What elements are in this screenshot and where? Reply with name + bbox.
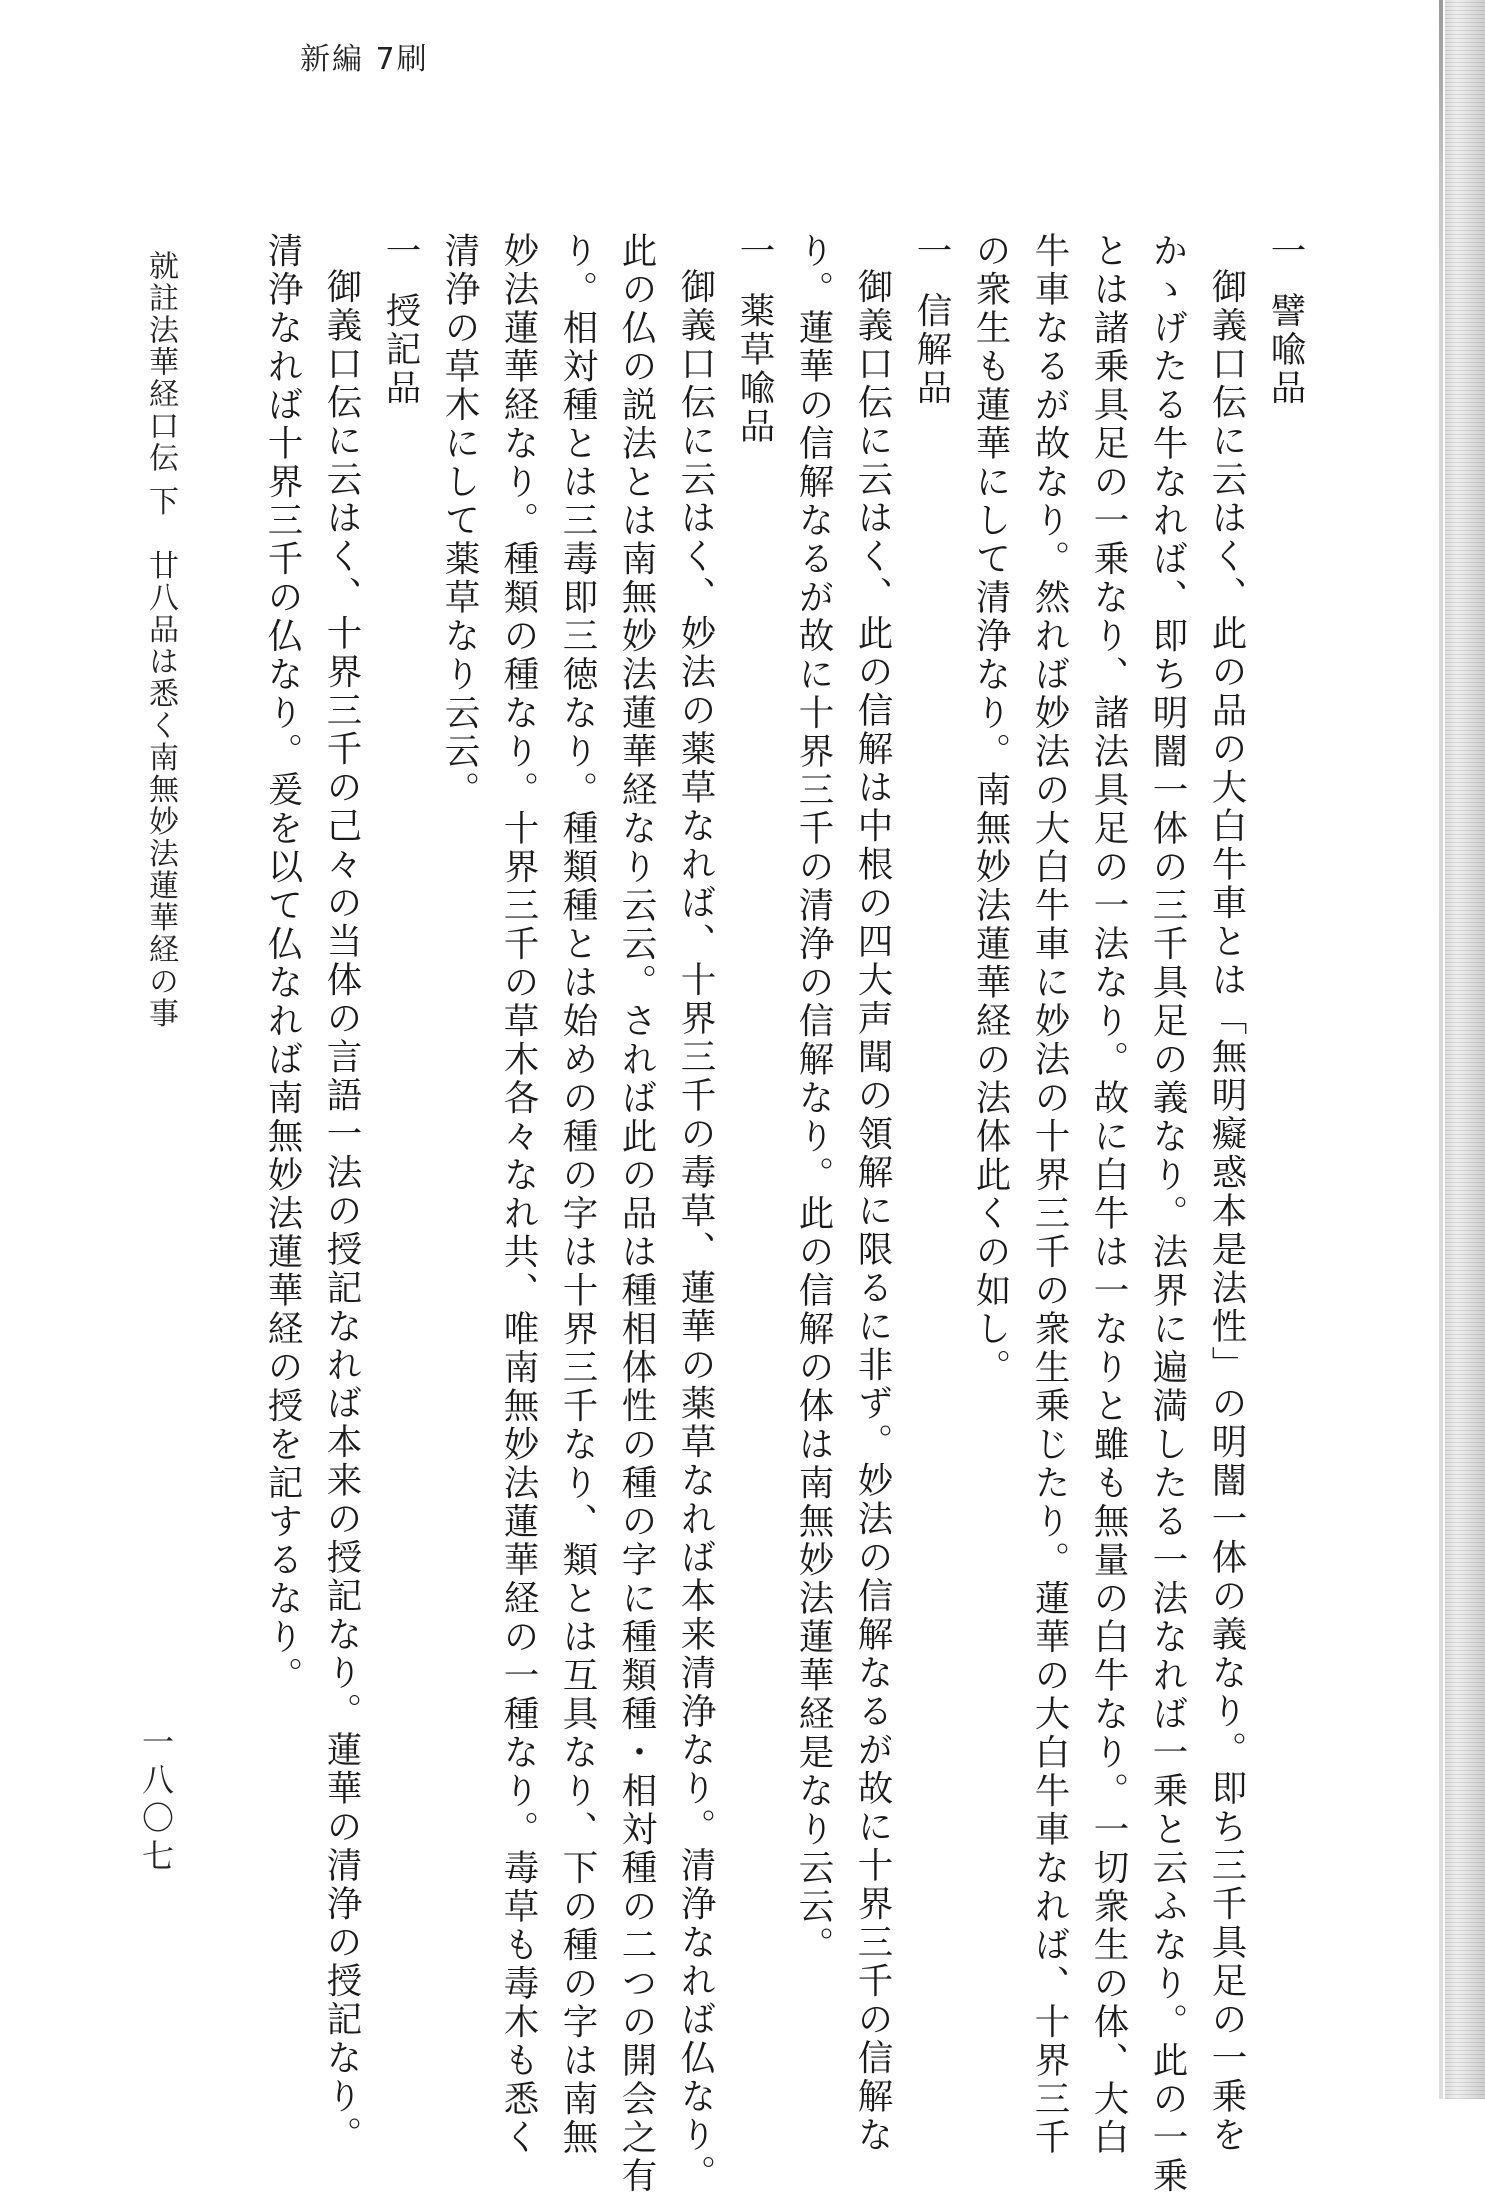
text-line: 御義口伝に云はく、十界三千の己々の当体の言語一法の授記なれば本来の授記なり。蓮華の清浄の授記なり。 [321, 267, 362, 2154]
text-line: 妙法蓮華経なり。種類の種なり。十界三千の草木各々なれ共、唯南無妙法蓮華経の一種なり。毒草も毒木も悉く [498, 232, 539, 2157]
text-line: り。蓮華の信解なるが故に十界三千の清浄の信解なり。此の信解の体は南無妙法蓮華経是なり云云。 [793, 232, 834, 1965]
section-heading: 一譬喩品 [1265, 232, 1306, 408]
text-line: 御義口伝に云はく、此の品の大白牛車とは「無明癡惑本是法性」の明闇一体の義なり。即ち三千具足の一乗を [1206, 267, 1247, 2154]
text-line: 清浄の草木にして薬草なり云云。 [439, 232, 480, 810]
text-line: とは諸乗具足の一乗なり、諸法具足の一法なり。故に白牛は一なりと雖も無量の白牛なり。一切衆生の体、大白 [1088, 232, 1129, 2157]
text-line: 牛車なるが故なり。然れば妙法の大白牛車に妙法の十界三千の衆生乗じたり。蓮華の大白牛車なれば、十界三千 [1029, 232, 1070, 2157]
scan-page-edge [1445, 0, 1485, 2099]
text-line: 御義口伝に云はく、此の信解は中根の四大声聞の領解に限るに非ず。妙法の信解なるが故に十界三千の信解な [852, 267, 893, 2154]
edition-label: 新編 7刷 [300, 42, 429, 77]
text-line: 御義口伝に云はく、妙法の薬草なれば、十界三千の毒草、蓮華の薬草なれば本来清浄なり。清浄なれば仏なり。 [675, 267, 716, 2193]
text-line: 此の仏の説法とは南無妙法蓮華経なり云云。されば此の品は種相体性の種の字に種類種・相対種の二つの開会之有 [616, 232, 657, 2196]
section-heading: 一薬草喩品 [734, 232, 775, 446]
section-heading: 一授記品 [380, 232, 421, 408]
running-head: 就註法華経口伝 下 廿八品は悉く南無妙法蓮華経の事 [143, 250, 178, 1030]
text-line: かゝげたる牛なれば、即ち明闇一体の三千具足の義なり。法界に遍満したる一法なれば一乗と云ふなり。此の一乗 [1147, 232, 1188, 2196]
text-line: 清浄なれば十界三千の仏なり。爰を以て仏なれば南無妙法蓮華経の授を記するなり。 [262, 232, 303, 1695]
main-text [253, 232, 1315, 2196]
page-number: 一八〇七 [137, 1725, 175, 1877]
text-line: の衆生も蓮華にして清浄なり。南無妙法蓮華経の法体此くの如し。 [970, 232, 1011, 1387]
section-heading: 一信解品 [911, 232, 952, 408]
text-line: り。相対種とは三毒即三徳なり。種類種とは始めの種の字は十界三千なり、類とは互具なり、下の種の字は南無 [557, 232, 598, 2157]
